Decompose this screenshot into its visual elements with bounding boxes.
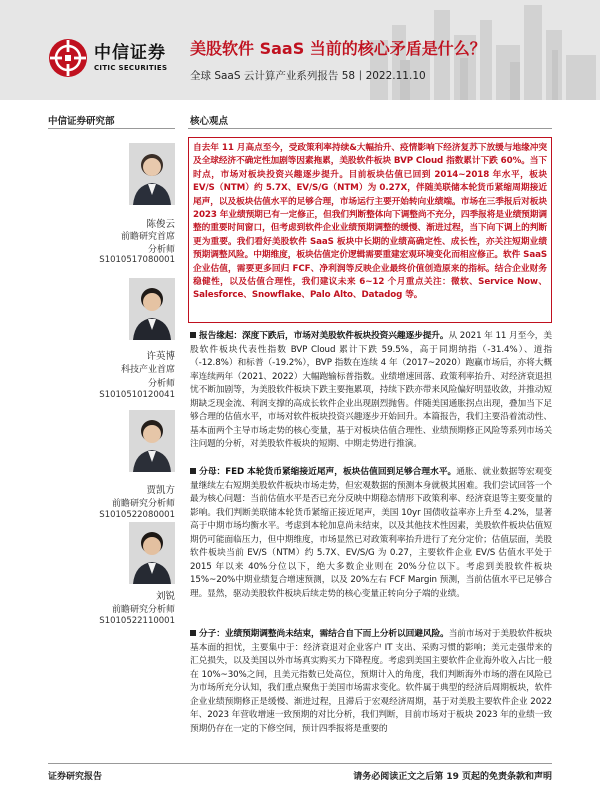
summary-box	[188, 137, 552, 323]
paragraph-lead: 报告缘起：深度下跌后，市场对美股软件板块投资兴趣逐步提升。	[199, 331, 449, 341]
analyst-card	[48, 522, 175, 632]
core-views-heading: 核心观点	[190, 116, 229, 127]
main-divider	[188, 128, 552, 129]
citic-logo	[48, 38, 167, 78]
logo-english-name: CITIC SECURITIES	[94, 64, 168, 72]
square-bullet-icon	[190, 332, 196, 338]
analyst-photo-icon	[129, 410, 175, 472]
report-header	[0, 0, 600, 100]
body-paragraph	[190, 628, 552, 758]
analyst-photo-icon	[129, 278, 175, 340]
footer-divider	[48, 763, 552, 764]
report-subtitle: 全球 SaaS 云计算产业系列报告 58丨2022.11.10	[190, 70, 426, 82]
analyst-name: 贾凯方	[146, 485, 175, 496]
paragraph-lead: 分子：业绩预期调整尚未结束，需结合自下而上分析以回避风险。	[199, 629, 449, 639]
analyst-name: 许英博	[146, 351, 175, 362]
paragraph-lead: 分母：FED 本轮货币紧缩接近尾声，板块估值回到足够合理水平。	[199, 467, 457, 477]
analyst-name: 刘锐	[155, 591, 175, 602]
analyst-card	[48, 410, 175, 520]
paragraph-text: 当前市场对于美股软件板块基本面的担忧，主要集中于：经济衰退对企业客户 IT 支出、采购习惯的影响；美元走强带来的汇兑损失，以及美国以外市场真实购买力下降程度。考虑到美国主要软件企业海外收入占比一般在 10%~30%之间，且美元指数已处高位，预期计入的角度，我们判断海外市场的潜在风险已为市场所充分认知，我们重点聚焦于美国市场需求变化。软件属于典型的经济后周期板块，软件企业业绩预期修正是缓慢、渐进过程，且滞后于宏观经济周期，基于对美股主要软件企业 2022 年、2023 年营收增速一致预期的对比分析，我们判断，目前市场对于板块 2023 年的业绩一致预期仍存在一定的下修空间，预计四季报将是重要的	[190, 629, 552, 734]
square-bullet-icon	[190, 630, 196, 636]
body-paragraph	[190, 330, 552, 452]
footer-label: 证券研究报告	[48, 772, 103, 782]
analyst-card	[48, 278, 175, 398]
analyst-role: 分析师	[147, 245, 175, 255]
analyst-license-code: S1010510120041	[99, 390, 175, 400]
citic-logo-icon	[48, 38, 88, 78]
report-title: 美股软件 SaaS 当前的核心矛盾是什么？	[190, 39, 486, 58]
analyst-name: 陈俊云	[146, 219, 175, 230]
square-bullet-icon	[190, 468, 196, 474]
research-institution: 中信证券研究部	[48, 116, 115, 127]
analyst-role: 前瞻研究首席	[120, 232, 175, 242]
paragraph-text: 从 2021 年 11 月至今，美股软件板块代表性指数 BVP Cloud 累计下跌 59.5%，高于同期纳指（-31.4%）、道指（-12.8%）和标普（-19.2%），BVP 指数在连续 4 年（2017~2020）跑赢市场后，亦将大概率连续两年（2021、2022）大幅跑输标普指数。业绩增速回落、政策利率抬升、对经济衰退担忧不断加剧等，为美股软件板块下跌主要拖累项，持续下跌亦带来风险偏好明显收敛，并推动短期缺乏现金流、利润支撑的高成长软件企业出现剧烈抛售。伴随美国通胀拐点出现，叠加当下足够合理的估值水平，市场对软件板块投资兴趣逐步开始回升。本篇报告，我们主要沿着流动性、基本面两个主导市场走势的核心变量，基于对板块估值合理性、业绩预期修正风险等系列市场关注问题的分析，对美股软件板块的短期、中期走势进行推演。	[190, 331, 552, 449]
summary-text: 自去年 11 月高点至今，受政策利率持续&大幅抬升、疫情影响下经济复苏下放缓与地缘冲突及全球经济不确定性加剧等因素拖累，美股软件板块 BVP Cloud 指数累计下跌 60%。当下时点，市场对板块投资兴趣逐步提升。目前板块估值已回到 2014~2018 年水平，板块 EV/S（NTM）约 5.7X、EV/S/G（NTM）为 0.27X，伴随美联储本轮货币紧缩周期接近尾声，以及板块估值水平的足够合理，市场运行主要开始转向业绩端。市场在三季报后对板块 2023 年业绩预期已有一定修正，但我们判断整体向下调整尚不充分，四季报将是业绩预期调整的重要时间窗口，但考虑到软件企业业绩预期调整的缓慢、渐进过程，当下向下调上的判断更为重要。我们看好美股软件 SaaS 板块中长期的业绩高确定性、成长性，亦关注短期业绩预期调整风险。中期维度，板块估值定价逻辑需要重建宏观环境变化而相应修正。软件 SaaS 企业估值，需要更多回归 FCF、净利润等反映企业最终价值创造原来的指标。结合企业财务稳健性，以及估值合理性，我们建议未来 6~12 个月重点关注：微软、Service Now、Salesforce、Snowflake、Palo Alto、Datadog 等。	[193, 143, 547, 301]
body-paragraph	[190, 466, 552, 601]
analyst-license-code: S1010522080001	[99, 510, 175, 520]
logo-chinese-name: 中信证券	[94, 43, 166, 63]
footer-disclaimer: 请务必阅读正文之后第 19 页起的免责条款和声明	[353, 772, 552, 782]
analyst-photo-icon	[129, 143, 175, 205]
analyst-photo-icon	[129, 522, 175, 584]
analyst-license-code: S1010522110001	[99, 616, 175, 626]
analyst-role: 前瞻研究分析师	[111, 605, 175, 615]
paragraph-text: 通胀、就业数据等宏观变量继续左右短期美股软件板块市场走势，但宏观数据的预测本身就极其困难。我们尝试回答一个最为核心问题：当前估值水平是否已充分反映中期稳态情形下政策利率、经济衰退等主要变量的影响。我们判断美联储本轮货币紧缩正接近尾声，美国 10yr 国债收益率亦上升至 4.2%，显著高于中期市场均衡水平。考虑到本轮加息尚未结束，以及其他技术性因素，美股软件板块估值短期仍可能面临压力，但中期维度，市场显然已对政策利率抬升进行了充分定价；估值层面，美股软件板块当前 EV/S（NTM）约 5.7X、EV/S/G 为 0.27，主要软件企业 EV/S 估值水平处于 2015 年以来 40%分位以下，绝大多数企业则在 20%分位以下。考虑到美股软件板块 15%~20%中期业绩复合增速预测，以及 20%左右 FCF Margin 预测，当前估值水平已足够合理。显然，驱动美股软件板块后续走势的核心变量正转向分子端的业绩。	[190, 467, 552, 599]
analyst-role: 前瞻研究分析师	[111, 499, 175, 509]
analyst-license-code: S1010517080001	[99, 255, 175, 265]
analyst-role: 分析师	[147, 379, 175, 389]
analyst-card	[48, 143, 175, 263]
left-divider	[48, 128, 175, 129]
analyst-role: 科技产业首席	[120, 365, 175, 375]
